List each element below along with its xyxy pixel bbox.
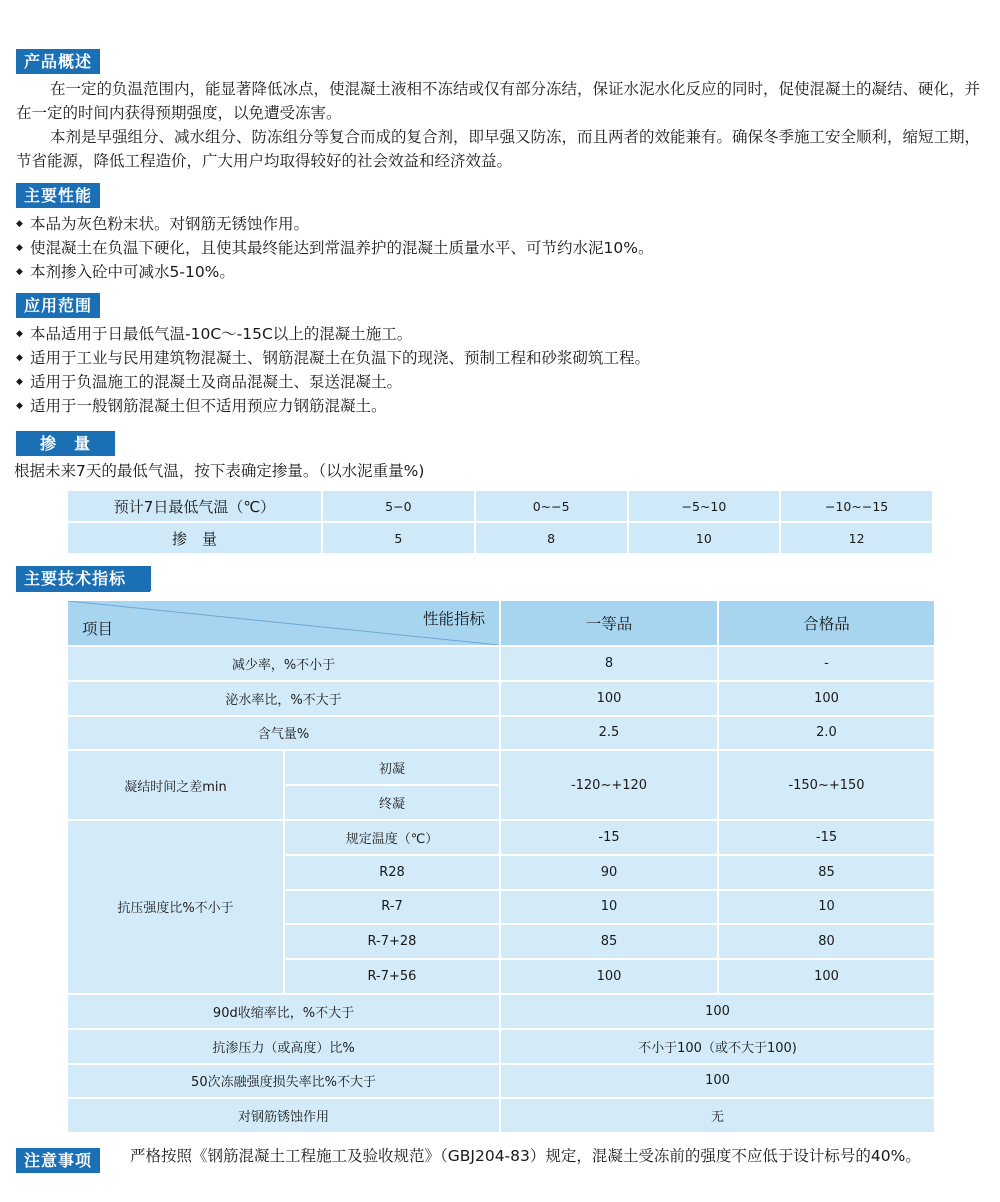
list-item: ◆ 适用于一般钢筋混凝土但不适用预应力钢筋混凝土。 xyxy=(16,394,990,418)
spec-cell: 不小于100（或不大于100) xyxy=(500,1029,935,1064)
spec-cell: 100 xyxy=(500,1064,935,1099)
list-item: ◆ 适用于工业与民用建筑物混凝土、钢筋混凝土在负温下的现浇、预制工程和砂浆砌筑工程。 xyxy=(16,346,990,370)
spec-cell: -120~+120 xyxy=(500,750,718,820)
spec-cell: 80 xyxy=(718,924,935,959)
table-row xyxy=(67,490,933,522)
spec-cell: 100 xyxy=(500,959,718,994)
table-row xyxy=(67,716,935,751)
spec-row-label: 对钢筋锈蚀作用 xyxy=(67,1098,500,1133)
dosage-temp-cell: −10~−15 xyxy=(780,490,933,522)
dosage-temp-cell: 0~−5 xyxy=(475,490,628,522)
notice-text: 严格按照《钢筋混凝土工程施工及验收规范》（GBJ204-83）规定，混凝土受冻前的强度不应低于设计标号的40%。 xyxy=(130,1147,921,1165)
application-list xyxy=(16,322,990,418)
application-section xyxy=(16,293,990,418)
dosage-amount-label: 掺 量 xyxy=(67,522,322,554)
spec-cell: 100 xyxy=(718,681,935,716)
spec-row-label: 抗渗压力（或高度）比% xyxy=(67,1029,500,1064)
table-row xyxy=(67,1064,935,1099)
table-row xyxy=(67,522,933,554)
spec-sub-label: 初凝 xyxy=(284,750,500,785)
overview-section xyxy=(16,49,990,173)
spec-cell: 90 xyxy=(500,855,718,890)
dosage-heading: 掺 量 xyxy=(16,431,115,456)
spec-cell: 2.5 xyxy=(500,716,718,751)
spec-row-label: 抗压强度比%不小于 xyxy=(67,820,284,994)
table-row xyxy=(67,681,935,716)
dosage-temp-cell: −5~10 xyxy=(628,490,781,522)
table-row xyxy=(67,646,935,681)
list-item: ◆ 使混凝土在负温下硬化，且使其最终能达到常温养护的混凝土质量水平、可节约水泥10%。 xyxy=(16,236,990,260)
spec-sub-label: R-7+28 xyxy=(284,924,500,959)
spec-sub-label: R-7 xyxy=(284,890,500,925)
spec-heading: 主要技术指标 xyxy=(16,566,151,591)
spec-table xyxy=(66,599,936,1134)
spec-cell: 10 xyxy=(718,890,935,925)
table-row xyxy=(67,750,935,785)
performance-list xyxy=(16,212,990,284)
spec-corner-top: 性能指标 xyxy=(422,610,485,628)
spec-sub-label: R28 xyxy=(284,855,500,890)
spec-corner-bottom: 项目 xyxy=(82,620,114,638)
dosage-amount-cell: 12 xyxy=(780,522,933,554)
dosage-amount-cell: 5 xyxy=(322,522,475,554)
spec-cell: 100 xyxy=(718,959,935,994)
spec-sub-label: 终凝 xyxy=(284,785,500,820)
spec-cell: 10 xyxy=(500,890,718,925)
performance-heading: 主要性能 xyxy=(16,183,100,208)
application-heading: 应用范围 xyxy=(16,293,100,318)
spec-sub-label: 规定温度（℃） xyxy=(284,820,500,855)
table-row xyxy=(67,1098,935,1133)
spec-row-label: 减少率，%不小于 xyxy=(67,646,500,681)
spec-corner-cell xyxy=(67,600,500,646)
spec-cell: -15 xyxy=(500,820,718,855)
dosage-section xyxy=(16,431,990,483)
spec-heading-underline xyxy=(16,591,150,592)
spec-cell: 2.0 xyxy=(718,716,935,751)
table-row xyxy=(67,1029,935,1064)
list-item: ◆ 本剂掺入砼中可减水5-10%。 xyxy=(16,260,990,284)
table-row xyxy=(67,820,935,855)
performance-section xyxy=(16,183,990,284)
spec-cell: 100 xyxy=(500,681,718,716)
overview-paragraph-2: 本剂是早强组分、减水组分、防冻组分等复合而成的复合剂，即早强又防冻，而且两者的效能兼有。确保冬季施工安全顺利，缩短工期，节省能源，降低工程造价，广大用户均取得较好的社会效益和经济效益。 xyxy=(16,128,981,170)
list-item: ◆ 本品为灰色粉末状。对钢筋无锈蚀作用。 xyxy=(16,212,990,236)
spec-cell: 85 xyxy=(500,924,718,959)
list-item: ◆ 适用于负温施工的混凝土及商品混凝土、泵送混凝土。 xyxy=(16,370,990,394)
spec-col-first-grade: 一等品 xyxy=(500,600,718,646)
spec-col-qualified: 合格品 xyxy=(718,600,935,646)
list-item: ◆ 本品适用于日最低气温-10C～-15C以上的混凝土施工。 xyxy=(16,322,990,346)
spec-cell: 85 xyxy=(718,855,935,890)
table-row xyxy=(67,994,935,1029)
spec-cell: - xyxy=(718,646,935,681)
spec-row-label: 含气量% xyxy=(67,716,500,751)
dosage-table xyxy=(66,489,934,555)
spec-row-label: 凝结时间之差min xyxy=(67,750,284,820)
dosage-temp-label: 预计7日最低气温（℃） xyxy=(67,490,322,522)
table-row xyxy=(67,600,935,646)
spec-cell: 无 xyxy=(500,1098,935,1133)
dosage-intro: 根据未来7天的最低气温，按下表确定掺量。（以水泥重量%) xyxy=(14,462,425,480)
overview-paragraph-1: 在一定的负温范围内，能显著降低冰点，使混凝土液相不冻结或仅有部分冻结，保证水泥水化反应的同时，促使混凝土的凝结、硬化，并在一定的时间内获得预期强度，以免遭受冻害。 xyxy=(16,80,981,122)
spec-row-label: 50次冻融强度损失率比%不大于 xyxy=(67,1064,500,1099)
spec-cell: 8 xyxy=(500,646,718,681)
dosage-temp-cell: 5−0 xyxy=(322,490,475,522)
dosage-amount-cell: 10 xyxy=(628,522,781,554)
spec-row-label: 90d收缩率比，%不大于 xyxy=(67,994,500,1029)
notice-section xyxy=(16,1148,986,1173)
spec-cell: -15 xyxy=(718,820,935,855)
overview-heading: 产品概述 xyxy=(16,49,100,74)
dosage-amount-cell: 8 xyxy=(475,522,628,554)
notice-heading: 注意事项 xyxy=(16,1148,100,1173)
spec-cell: -150~+150 xyxy=(718,750,935,820)
spec-cell: 100 xyxy=(500,994,935,1029)
spec-section xyxy=(16,566,151,591)
spec-sub-label: R-7+56 xyxy=(284,959,500,994)
spec-row-label: 泌水率比，%不大于 xyxy=(67,681,500,716)
